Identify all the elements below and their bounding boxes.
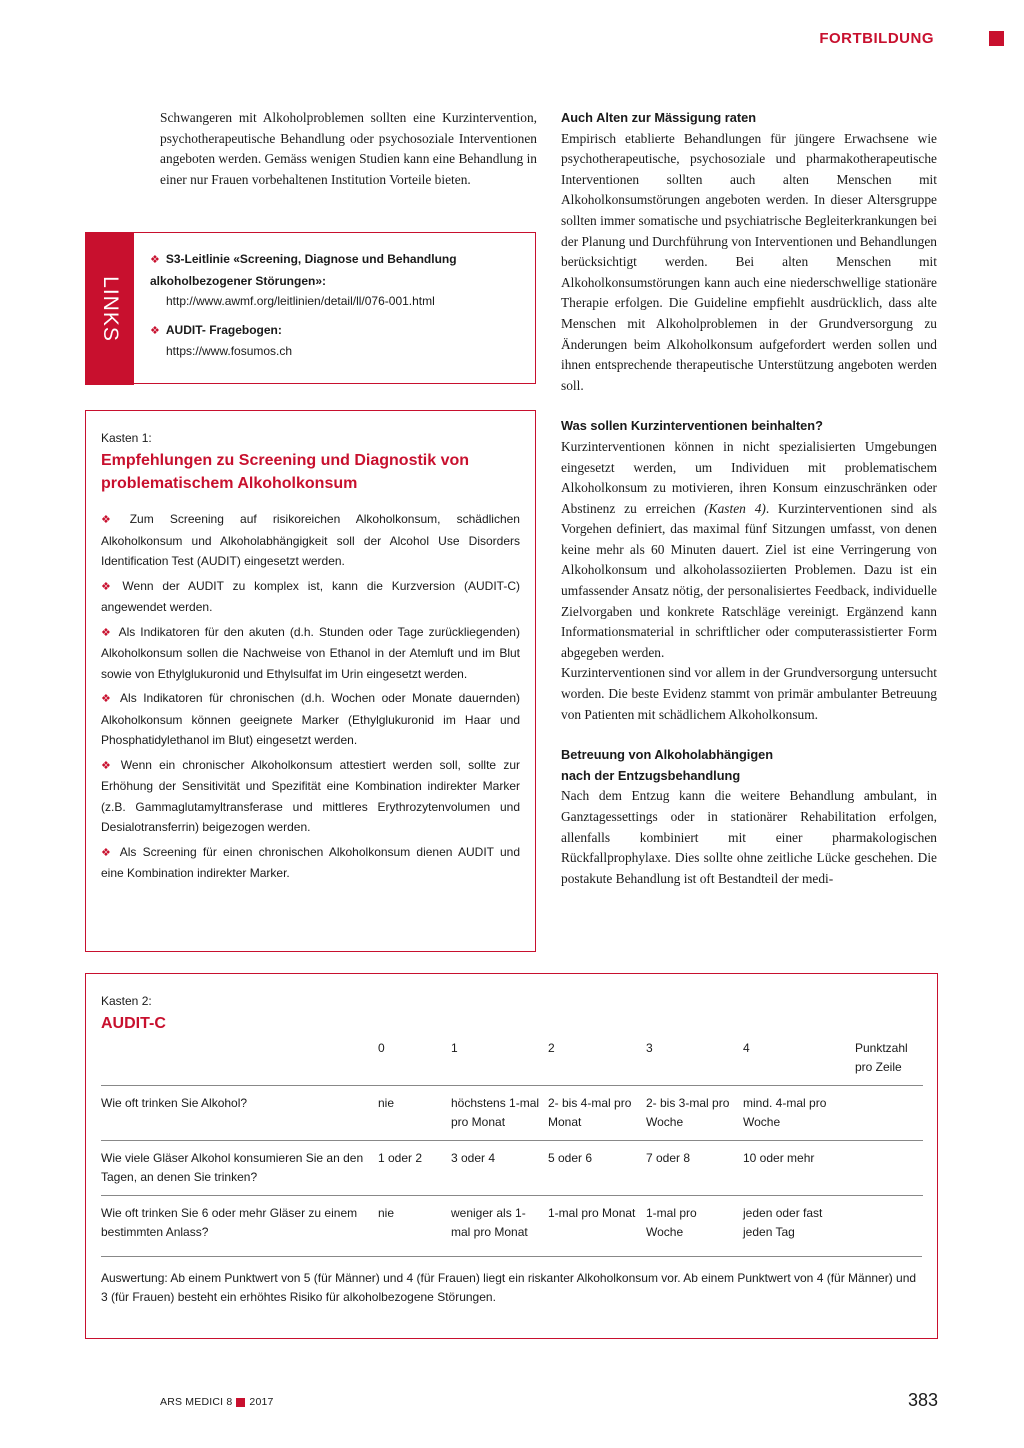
audit-c-table bbox=[101, 1039, 923, 1250]
list-item: ❖ Als Indikatoren für den akuten (d.h. Stunden oder Tage zurückliegenden) Alkoholkonsum sollen die Nachweise von Ethanol in der Atemluft und im Blut sowie von Ethylglukuronid und Ethylsulfat im Urin eingesetzt werden. bbox=[101, 624, 520, 681]
table-cell: höchstens 1-mal pro Monat bbox=[451, 1086, 548, 1141]
intro-paragraph: Schwangeren mit Alkoholproblemen sollten eine Kurzintervention, psychotherapeutische Behandlung oder psychosoziale Interventionen angeboten werden. Gemäss wenigen Studien kann eine Behandlung in einer nur Frauen vorbehaltenen Institution Vorteile bieten. bbox=[160, 110, 537, 187]
list-item: ❖ Wenn der AUDIT zu komplex ist, kann die Kurzversion (AUDIT-C) angewendet werden. bbox=[101, 578, 520, 614]
section-heading: Auch Alten zur Mässigung raten bbox=[561, 110, 757, 125]
journal-year: 2017 bbox=[249, 1396, 274, 1408]
table-cell: 5 oder 6 bbox=[548, 1141, 646, 1196]
recommendation-list bbox=[101, 509, 520, 884]
column-header bbox=[101, 1039, 378, 1086]
table-cell bbox=[855, 1196, 923, 1251]
column-header: 3 bbox=[646, 1041, 653, 1055]
kasten-title: AUDIT-C bbox=[101, 1015, 166, 1032]
section-header bbox=[819, 30, 1004, 47]
link-title: S3-Leitlinie «Screening, Diagnose und Behandlung alkoholbezogener Störungen»: bbox=[150, 252, 457, 288]
diamond-bullet-icon: ❖ bbox=[150, 324, 160, 337]
link-title: AUDIT- Fragebogen: bbox=[165, 322, 282, 337]
table-cell bbox=[855, 1086, 923, 1141]
table-row bbox=[101, 1086, 923, 1141]
column-header: 2 bbox=[548, 1041, 555, 1055]
diamond-bullet-icon: ❖ bbox=[101, 580, 117, 593]
table-cell: Wie oft trinken Sie 6 oder mehr Gläser zu einem bestimmten Anlass? bbox=[101, 1196, 378, 1251]
table-cell: 1-mal pro Monat bbox=[548, 1196, 646, 1251]
table-cell: 7 oder 8 bbox=[646, 1141, 743, 1196]
body-paragraph: Kurzinterventionen können in nicht spezialisierten Umgebungen eingesetzt werden, um Individuen mit problematischem Alkoholkonsum zu motivieren, ihren Konsum einzuschränken oder Abstinenz zu erreichen (Kasten 4). Kurzinterventionen sind als Vorgehen definiert, das maximal fünf Sitzungen umfasst, von denen keine mehr als 60 Minuten dauert. Ziel ist eine Verringerung von Alkoholkonsum und alkoholassoziierten Problemen. Dazu ist ein umfassender Ansatz nötig, der personalisiertes Feedback, individuelle Zielvorgaben und konkrete Ratschläge vereinigt. Ergänzend kann Informationsmaterial in schriftlicher oder computerassistierter Form abgegeben werden. bbox=[561, 438, 937, 660]
kasten-label: Kasten 2: bbox=[101, 994, 152, 1008]
box-reference: (Kasten 4) bbox=[704, 500, 766, 516]
kasten-title: Empfehlungen zu Screening und Diagnostik von problematischem Alkoholkonsum bbox=[101, 452, 470, 492]
section-heading: Was sollen Kurzinterventionen beinhalten? bbox=[561, 418, 823, 434]
links-item bbox=[150, 249, 530, 312]
section-heading: Betreuung von Alkoholabhängigen nach der Entzugsbehandlung bbox=[561, 747, 774, 783]
journal-name: ARS MEDICI 8 bbox=[160, 1396, 233, 1408]
list-item: ❖ Als Indikatoren für chronischen (d.h. Wochen oder Monate dauernden) Alkoholkonsum können geeignete Marker (Ethylglukuronid im Haar und Phosphatidylethanol im Blut) eingesetzt werden. bbox=[101, 691, 520, 747]
kasten-label: Kasten 1: bbox=[101, 431, 152, 445]
table-cell: Wie viele Gläser Alkohol konsumieren Sie an den Tagen, an denen Sie trinken? bbox=[101, 1141, 378, 1196]
link-url[interactable]: http://www.awmf.org/leitlinien/detail/ll/076-001.html bbox=[166, 294, 435, 308]
diamond-bullet-icon: ❖ bbox=[101, 846, 114, 859]
diamond-bullet-icon: ❖ bbox=[150, 254, 160, 266]
link-url[interactable]: https://www.fosumos.ch bbox=[166, 344, 293, 358]
table-cell: nie bbox=[378, 1086, 451, 1141]
links-tab-label: LINKS bbox=[98, 275, 122, 342]
links-box bbox=[85, 232, 536, 384]
list-item: ❖ Zum Screening auf risikoreichen Alkoholkonsum, schädlichen Alkoholkonsum und Alkoholabhängigkeit soll der Alcohol Use Disorders Identification Test (AUDIT) eingesetzt werden. bbox=[101, 512, 520, 568]
diamond-bullet-icon: ❖ bbox=[101, 626, 113, 639]
kasten-1-box bbox=[85, 410, 536, 952]
column-header: 1 bbox=[451, 1041, 458, 1055]
body-paragraph: Empirisch etablierte Behandlungen für jüngere Erwachsene wie psychotherapeutische, psychosoziale und pharmakotherapeutische Interventionen sollten auch alten Menschen mit Alkoholkonsumstörungen angeboten werden. In dieser Altersgruppe sollten immer somatische und psychiatrische Begleiterkrankungen bei der Planung und Durchführung von Interventionen und Behandlungen berücksichtigt werden. Bei alten Menschen mit Alkoholkonsumstörungen kann auch eine niederschwellige stationäre Therapie erfolgen. Die Guideline empfiehlt ausdrücklich, dass alte Menschen mit Alkoholproblemen in der Grundversorgung zu Änderungen beim Alkoholkonsum aufgefordert werden sollen und ihnen entsprechende therapeutische Unterstützung angeboten werden soll. bbox=[561, 130, 937, 393]
table-cell: weniger als 1-mal pro Monat bbox=[451, 1196, 548, 1251]
column-header: 0 bbox=[378, 1041, 385, 1055]
table-cell: 2- bis 4-mal pro Monat bbox=[548, 1086, 646, 1141]
list-item: ❖ Wenn ein chronischer Alkoholkonsum attestiert werden soll, sollte zur Erhöhung der Sensitivität und Spezifität eine Kombination indirekter Marker (z.B. Gammaglutamyltransferase und mittleres Erythrozytenvolumen und Desialotransferrin) beigezogen werden. bbox=[101, 757, 520, 834]
kasten-2-box bbox=[85, 973, 938, 1339]
body-paragraph: Nach dem Entzug kann die weitere Behandlung ambulant, in Ganztagessettings oder in stationärer Rehabilitation erfolgen, allenfalls kombiniert mit einer pharmakologischen Rückfallprophylaxe. Dies sollte ohne zeitliche Lücke geschehen. Die postakute Behandlung ist oft Bestandteil der medi- bbox=[561, 788, 937, 886]
diamond-bullet-icon: ❖ bbox=[101, 693, 115, 705]
table-cell: Wie oft trinken Sie Alkohol? bbox=[101, 1086, 378, 1141]
table-cell: 1-mal pro Woche bbox=[646, 1196, 743, 1251]
links-item bbox=[150, 320, 530, 362]
page-number: 383 bbox=[907, 1390, 938, 1410]
links-tab bbox=[85, 232, 134, 385]
right-column bbox=[561, 108, 937, 889]
diamond-bullet-icon: ❖ bbox=[101, 514, 124, 526]
table-cell: nie bbox=[378, 1196, 451, 1251]
footer-red-square bbox=[236, 1398, 245, 1407]
body-paragraph: Kurzinterventionen sind vor allem in der Grundversorgung untersucht worden. Die beste Evidenz stammt von primär ambulanter Betreuung von Patienten mit schädlichem Alkoholkonsum. bbox=[561, 665, 937, 722]
table-cell: 1 oder 2 bbox=[378, 1141, 451, 1196]
audit-footnote: Auswertung: Ab einem Punktwert von 5 (für Männer) und 4 (für Frauen) liegt ein riskanter Alkoholkonsum vor. Ab einem Punktwert von 4 (für Männer) und 3 (für Frauen) besteht ein erhöhtes Risiko für alkoholbezogene Störungen. bbox=[101, 1256, 922, 1307]
table-cell: 2- bis 3-mal pro Woche bbox=[646, 1086, 743, 1141]
page-footer bbox=[160, 1396, 274, 1408]
column-header: Punktzahl pro Zeile bbox=[855, 1041, 908, 1074]
table-row bbox=[101, 1196, 923, 1251]
table-row bbox=[101, 1141, 923, 1196]
diamond-bullet-icon: ❖ bbox=[101, 759, 115, 772]
section-title: FORTBILDUNG bbox=[819, 30, 934, 47]
list-item: ❖ Als Screening für einen chronischen Alkoholkonsum dienen AUDIT und eine Kombination indirekter Marker. bbox=[101, 844, 520, 880]
table-cell: 3 oder 4 bbox=[451, 1141, 548, 1196]
table-header-row bbox=[101, 1039, 923, 1086]
links-list bbox=[150, 249, 530, 370]
table-cell: mind. 4-mal pro Woche bbox=[743, 1086, 855, 1141]
table-cell: 10 oder mehr bbox=[743, 1141, 855, 1196]
column-header: 4 bbox=[743, 1041, 750, 1055]
table-cell: jeden oder fast jeden Tag bbox=[743, 1196, 855, 1251]
header-red-square bbox=[989, 31, 1004, 46]
table-cell bbox=[855, 1141, 923, 1196]
